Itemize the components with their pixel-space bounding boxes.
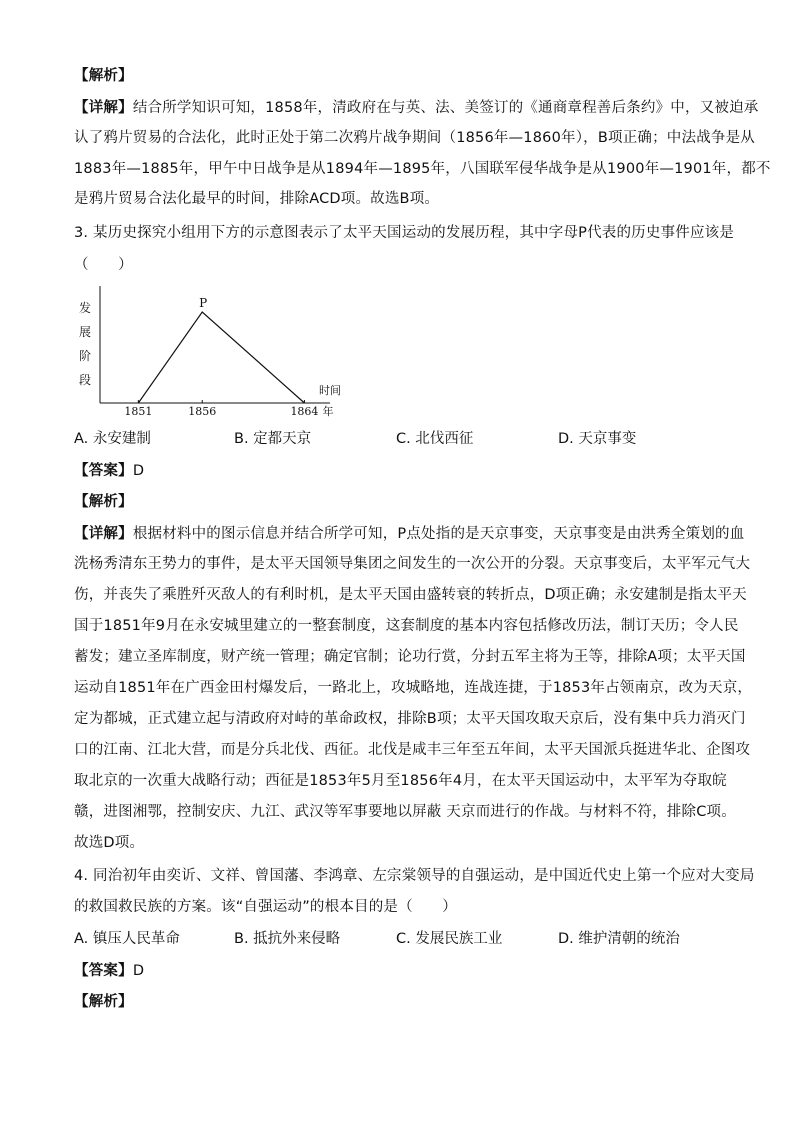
q3-detail-line-1: 【详解】根据材料中的图示信息并结合所学可知，P点处指的是天京事变，天京事变是由洪秀全策划的血 [74, 526, 745, 542]
q3-detail-line-11: 故选D项。 [74, 835, 145, 851]
q4-option-d[interactable]: D. 维护清朝的统治 [558, 931, 680, 947]
q2-detail-line-4: 是鸦片贸易合法化最早的时间，排除ACD项。故选B项。 [74, 191, 440, 207]
q3-detail-line-7: 定为都城，正式建立起与清政府对峙的革命政权，排除B项；太平天国攻取天京后，没有集中兵力消灭门 [74, 711, 746, 727]
q4-options [74, 928, 734, 950]
q3-stem-line-2: （ ） [74, 257, 133, 273]
q2-detail-label: 【详解】 [74, 100, 133, 116]
x-axis-label: 时间 [319, 384, 341, 397]
peak-point-label: P [199, 296, 208, 310]
q4-answer-value: D [132, 963, 145, 979]
q2-analysis-label: 【解析】 [74, 68, 133, 84]
q3-answer [74, 461, 734, 481]
q2-detail-line-1: 【详解】结合所学知识可知，1858年，清政府在与英、法、美签订的《通商章程善后条约》中，又被迫承 [74, 100, 759, 116]
development-line [138, 312, 304, 403]
q3-answer-label: 【答案】 [74, 463, 133, 479]
q4-stem-line-2: 的救国救民族的方案。该“自强运动”的根本目的是（ ） [74, 899, 457, 915]
q3-stem-line-1: 3. 某历史探究小组用下方的示意图表示了太平天国运动的发展历程，其中字母P代表的历史事件应该是 [74, 225, 735, 241]
x-tick-label: 1864 [290, 405, 319, 418]
q4-answer-label: 【答案】 [74, 963, 133, 979]
q3-option-b[interactable]: B. 定都天京 [234, 431, 312, 447]
q3-option-d[interactable]: D. 天京事变 [558, 431, 637, 447]
x-tick-label: 1851 [124, 405, 153, 418]
x-tick-label: 1856 [188, 405, 217, 418]
q3-answer-value: D [132, 463, 145, 479]
q3-option-a[interactable]: A. 永安建制 [74, 431, 151, 447]
q3-detail-line-10: 赣，进图湘鄂，控制安庆、九江、武汉等军事要地以屏蔽 天京而进行的作战。与材料不符，排除C项。 [74, 804, 736, 820]
q3-detail-line-6: 运动自1851年在广西金田村爆发后，一路北上，攻城略地，连战连捷，于1853年占领南京，改为天京， [74, 680, 753, 696]
q4-analysis-label: 【解析】 [74, 994, 133, 1010]
q4-option-a[interactable]: A. 镇压人民革命 [74, 931, 180, 947]
y-axis-label: 发展阶段 [78, 301, 92, 387]
q3-detail-line-9: 取北京的一次重大战略行动；西征是1853年5月至1856年4月，在太平天国运动中，太平军为夺取皖 [74, 773, 727, 789]
q3-options [74, 428, 734, 450]
q3-option-c[interactable]: C. 北伐西征 [396, 431, 474, 447]
q3-detail-line-4: 国于1851年9月在永安城里建立的一整套制度，这套制度的基本内容包括修改历法，制订天历；令人民 [74, 618, 739, 634]
q3-detail-line-8: 口的江南、江北大营，而是分兵北伐、西征。北伐是咸丰三年至五年间，太平天国派兵挺进华北、企图攻 [74, 742, 751, 758]
q3-detail-line-5: 蓄发；建立圣库制度，财产统一管理；确定官制；论功行赏，分封五军主将为王等，排除A项；太平天国 [74, 649, 746, 665]
q3-detail-label: 【详解】 [74, 526, 133, 542]
q3-detail-line-3: 伤，并丧失了乘胜歼灭敌人的有利时机，是太平天国由盛转衰的转折点，D项正确；永安建制是指太平天 [74, 587, 747, 603]
q4-answer [74, 961, 734, 981]
q2-detail-line-3: 1883年—1885年，甲午中日战争是从1894年—1895年，八国联军侵华战争是从1900年—1901年，都不 [74, 161, 771, 177]
q2-detail-line-2: 认了鸦片贸易的合法化，此时正处于第二次鸦片战争期间（1856年—1860年），B项正确；中法战争是从 [74, 130, 755, 146]
x-axis-unit: 年 [322, 405, 334, 418]
q4-option-c[interactable]: C. 发展民族工业 [396, 931, 503, 947]
q3-detail-line-2: 洗杨秀清东王势力的事件，是太平天国领导集团之间发生的一次公开的分裂。天京事变后，太平军元气大 [74, 556, 751, 572]
q4-option-b[interactable]: B. 抵抗外来侵略 [234, 931, 341, 947]
q4-stem-line-1: 4. 同治初年由奕䜣、文祥、曾国藩、李鸿章、左宗棠领导的自强运动，是中国近代史上第一个应对大变局 [74, 868, 755, 884]
q3-diagram [72, 282, 372, 422]
q3-analysis-label: 【解析】 [74, 494, 133, 510]
